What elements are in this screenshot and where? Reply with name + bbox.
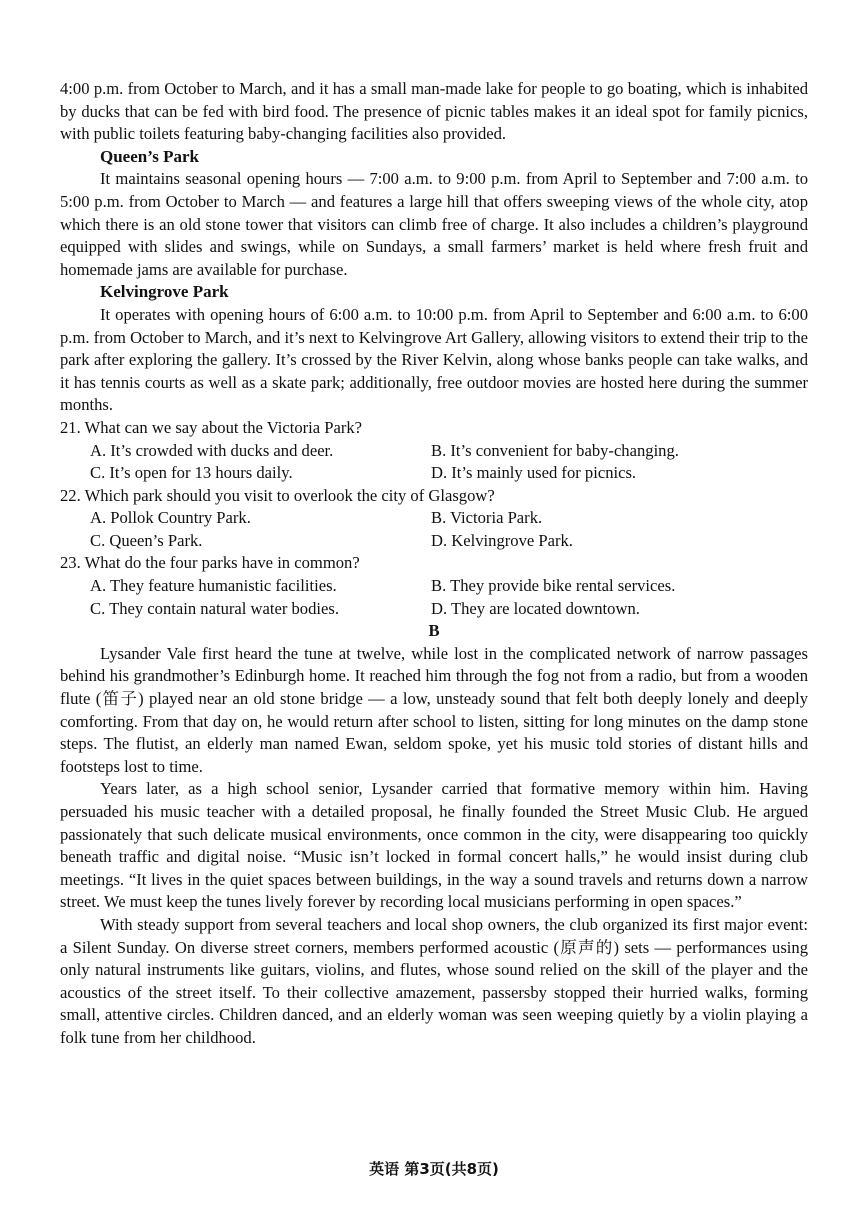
option-a: A. It’s crowded with ducks and deer. — [90, 440, 334, 460]
question-22 — [60, 485, 808, 553]
option-c: C. Queen’s Park. — [90, 530, 203, 550]
passage-b-paragraph: Lysander Vale first heard the tune at twelve, while lost in the complicated network of narrow passages behind his grandmother’s Edinburgh home. It reached him through the fog not from a radio, but from a wooden flute (笛子) played near an old stone bridge — a low, unsteady sound that felt both deeply lonely and deeply comforting. From that day on, he would return after school to listen, sitting for long minutes on the damp stone steps. The flutist, an elderly man named Ewan, seldom spoke, yet his music told stories of distant hills and footsteps lost to time. — [60, 643, 808, 776]
option-b: B. Victoria Park. — [431, 508, 543, 528]
kelvingrove-park-text: It operates with opening hours of 6:00 a.m. to 10:00 p.m. from April to September and 6:00 a.m. to 6:00 p.m. from October to March, and it’s next to Kelvingrove Art Gallery, allowing visitors to extend their trip to the park after exploring the gallery. It’s crossed by the River Kelvin, along whose banks people can take walks, and it has tennis courts as well as a skate park; additionally, free outdoor movies are hosted here during the summer months. — [60, 304, 808, 415]
option-b: B. They provide bike rental services. — [431, 576, 676, 596]
option-d: D. They are located downtown. — [431, 598, 640, 618]
option-c: C. It’s open for 13 hours daily. — [90, 463, 293, 483]
queens-park-heading: Queen’s Park — [100, 146, 200, 166]
passage-b-paragraph: With steady support from several teachers and local shop owners, the club organized its first major event: a Silent Sunday. On diverse street corners, members performed acoustic (原声的) sets — performances using only natural instruments like guitars, violins, and flutes, whose sound relied on the skill of the player and the acoustics of the street itself. To their collective amazement, passersby stopped their hurried walks, forming small, attentive circles. Children danced, and an elderly woman was seen weeping quietly by a violin playing a folk tune from her childhood. — [60, 914, 808, 1047]
question-stem: 21. What can we say about the Victoria Park? — [60, 417, 363, 437]
victoria-park-text-continued: 4:00 p.m. from October to March, and it has a small man-made lake for people to go boating, which is inhabited by ducks that can be fed with bird food. The presence of picnic tables makes it an ideal spot for family picnics, with public toilets featuring baby-changing facilities also provided. — [60, 79, 808, 144]
question-stem: 23. What do the four parks have in common? — [60, 553, 360, 573]
answer-options — [60, 575, 808, 620]
queens-park-text: It maintains seasonal opening hours — 7:00 a.m. to 9:00 p.m. from April to September and 7:00 a.m. to 5:00 p.m. from October to March — and features a large hill that offers sweeping views of the whole city, atop which there is an old stone tower that visitors can climb free of charge. It also includes a children’s playground equipped with slides and swings, while on Sundays, a small farmers’ market is held where fresh fruit and homemade jams are available for purchase. — [60, 169, 808, 279]
option-c: C. They contain natural water bodies. — [90, 598, 339, 618]
exam-page — [60, 78, 808, 1050]
answer-options — [60, 440, 808, 485]
option-d: D. Kelvingrove Park. — [431, 530, 573, 550]
option-a: A. They feature humanistic facilities. — [90, 576, 337, 596]
option-d: D. It’s mainly used for picnics. — [431, 463, 637, 483]
question-stem: 22. Which park should you visit to overlook the city of Glasgow? — [60, 485, 495, 505]
kelvingrove-park-heading: Kelvingrove Park — [100, 282, 229, 302]
question-21 — [60, 417, 808, 485]
question-23 — [60, 552, 808, 620]
option-a: A. Pollok Country Park. — [90, 508, 251, 528]
answer-options — [60, 507, 808, 552]
page-footer: 英语 第3页(共8页) — [369, 1160, 499, 1178]
option-b: B. It’s convenient for baby-changing. — [431, 440, 679, 460]
section-b-label: B — [428, 621, 440, 641]
passage-b-paragraph: Years later, as a high school senior, Lysander carried that formative memory within him. Having persuaded his music teacher with a detailed proposal, he finally founded the Street Music Club. He argued passionately that such delicate musical environments, once common in the city, were disappearing too quickly beneath traffic and digital noise. “Music isn’t locked in formal concert halls,” he would insist during club meetings. “It lives in the quiet spaces between buildings, in the way a sound travels and returns down a narrow street. We must keep the tunes lively forever by recording local musicians performing in open spaces.” — [60, 779, 808, 912]
